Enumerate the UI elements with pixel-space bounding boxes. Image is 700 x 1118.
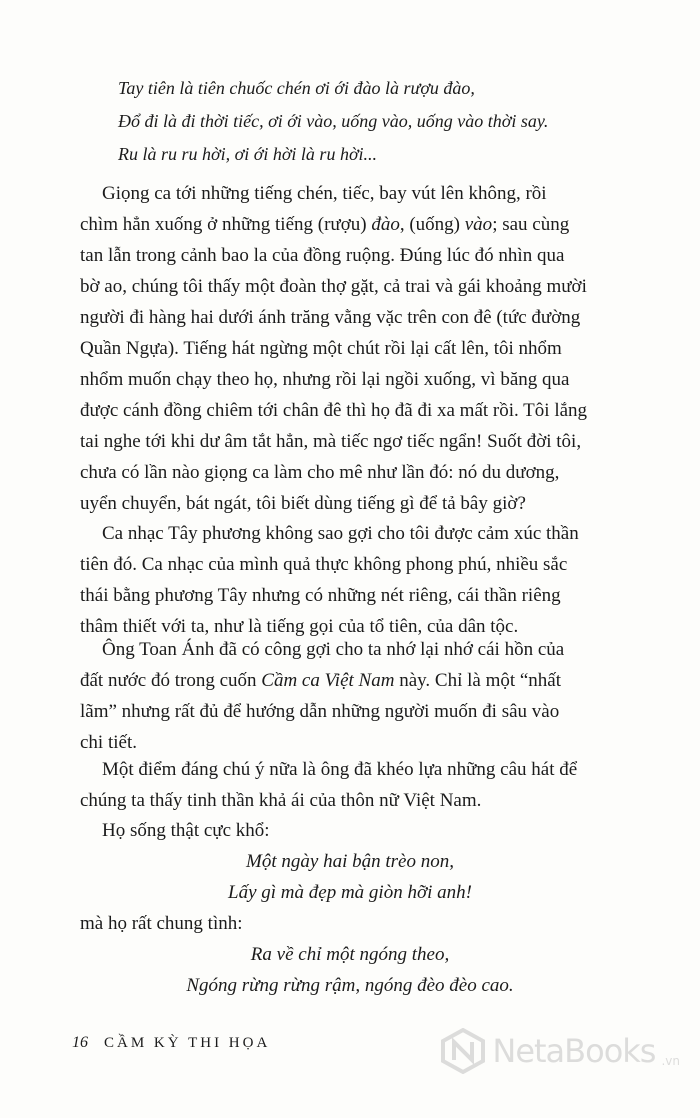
watermark — [440, 1028, 680, 1074]
verse-line: Một ngày hai bận trèo non, — [246, 851, 454, 872]
text-line: tiên đó. Ca nhạc của mình quả thực không phong phú, nhiều sắc — [80, 554, 568, 575]
page-number: 16 — [72, 1034, 88, 1051]
paragraph-2 — [80, 518, 583, 642]
verse-line: Lấy gì mà đẹp mà giòn hỡi anh! — [228, 882, 472, 903]
verse-line: Ra về chỉ một ngóng theo, — [250, 944, 450, 965]
text-line: lãm” nhưng rất đủ để hướng dẫn những người muốn đi sâu vào — [80, 701, 560, 722]
verse-2 — [180, 846, 520, 908]
text-line: Ông Toan Ánh đã có công gợi cho ta nhớ lại nhớ cái hồn của — [102, 639, 565, 660]
watermark-brand: NetaBooks — [492, 1032, 656, 1070]
text-line: tai nghe tới khi dư âm tắt hẳn, mà tiếc ngơ tiếc ngẩn! Suốt đời tôi, — [80, 431, 582, 452]
opening-verse — [118, 72, 548, 171]
text-line: Ca nhạc Tây phương không sao gợi cho tôi được cảm xúc thần — [102, 523, 579, 544]
verse-line: Ru là ru ru hời, ơi ới hời là ru hời... — [118, 144, 378, 164]
verse-line: Đổ đi là đi thời tiếc, ơi ới vào, uống vào, uống vào thời say. — [118, 111, 549, 131]
verse-line: Tay tiên là tiên chuốc chén ơi ới đào là rượu đào, — [118, 78, 475, 98]
text-line: người đi hàng hai dưới ánh trăng vằng vặc trên con đê (tức đường — [80, 307, 581, 328]
text-line: Giọng ca tới những tiếng chén, tiếc, bay vút lên không, rồi — [102, 183, 547, 204]
text-line: bờ ao, chúng tôi thấy một đoàn thợ gặt, cả trai và gái khoảng mười — [80, 276, 587, 297]
paragraph-3 — [80, 634, 583, 758]
text-line: chi tiết. — [80, 732, 137, 753]
text-line: chưa có lần nào giọng ca làm cho mê như lần đó: nó du dương, — [80, 462, 560, 483]
running-title: CẦM KỲ THI HỌA — [104, 1035, 271, 1051]
text-line: đất nước đó trong cuốn Cầm ca Việt Nam này. Chỉ là một “nhất — [80, 670, 562, 691]
text-line: Quần Ngựa). Tiếng hát ngừng một chút rồi lại cất lên, tôi nhổm — [80, 338, 562, 359]
text-line: nhổm muốn chạy theo họ, nhưng rồi lại ngồi xuống, vì băng qua — [80, 369, 570, 390]
text-line: mà họ rất chung tình: — [80, 913, 243, 934]
netabooks-logo-icon — [440, 1028, 486, 1074]
page-footer — [72, 1034, 270, 1052]
book-title-italic: Cầm ca Việt Nam — [261, 670, 395, 691]
text-line: được cánh đồng chiêm tới chân đê thì họ đã đi xa mất rồi. Tôi lắng — [80, 400, 588, 421]
watermark-suffix: .vn — [661, 1054, 680, 1068]
text-line: uyển chuyển, bát ngát, tôi biết dùng tiếng gì để tả bây giờ? — [80, 493, 526, 514]
text-line: thái bằng phương Tây nhưng có những nét riêng, cái thần riêng — [80, 585, 561, 606]
verse-3 — [180, 939, 520, 1001]
text-line: thâm thiết với ta, như là tiếng gọi của tổ tiên, của dân tộc. — [80, 616, 519, 637]
paragraph-4 — [80, 754, 583, 816]
text-line: Họ sống thật cực khổ: — [102, 820, 270, 841]
text-line: chìm hẳn xuống ở những tiếng (rượu) đào, (uống) vào; sau cùng — [80, 214, 570, 235]
paragraph-1 — [80, 178, 588, 519]
paragraph-5 — [80, 815, 583, 846]
verse-line: Ngóng rừng rừng rậm, ngóng đèo đèo cao. — [186, 975, 514, 996]
text-line: chúng ta thấy tinh thần khả ái của thôn nữ Việt Nam. — [80, 790, 482, 811]
text-line: Một điểm đáng chú ý nữa là ông đã khéo lựa những câu hát để — [102, 759, 578, 780]
paragraph-6 — [80, 908, 583, 939]
text-line: tan lẫn trong cảnh bao la của đồng ruộng. Đúng lúc đó nhìn qua — [80, 245, 565, 266]
